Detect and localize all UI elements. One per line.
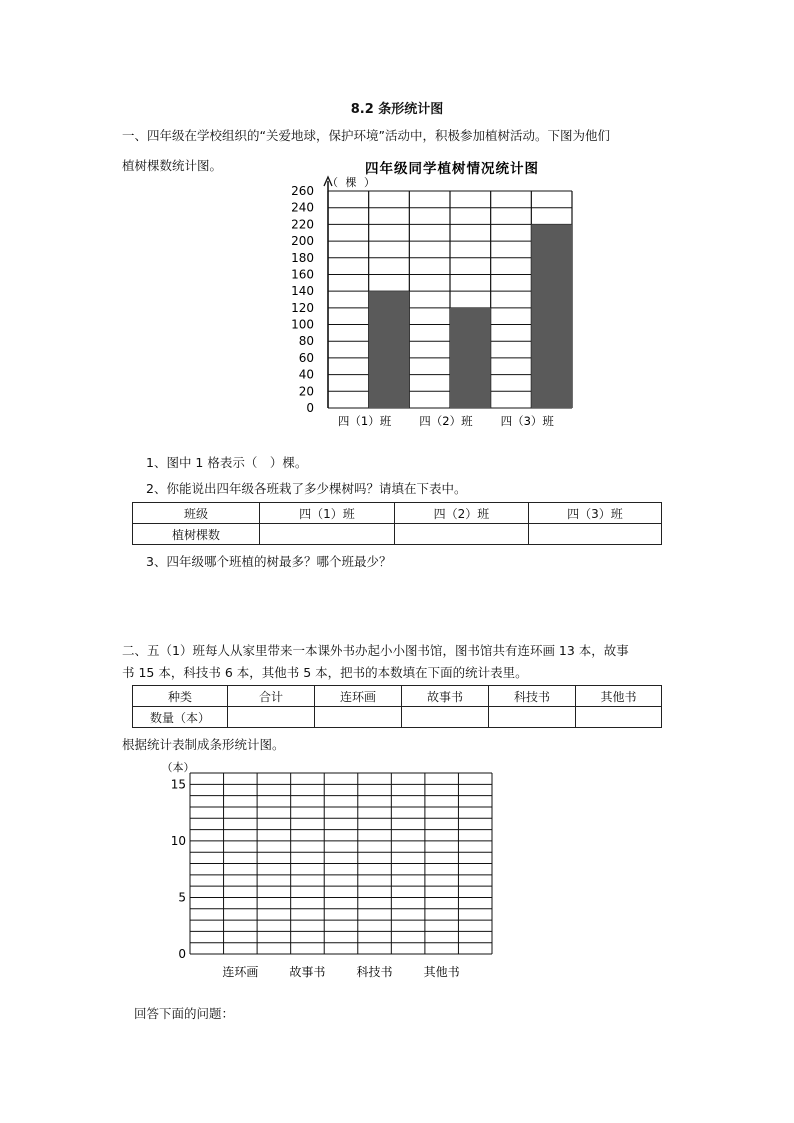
q1-intro-line2: 植树棵数统计图。 bbox=[122, 158, 223, 173]
q1-x-label: 四（1）班 bbox=[337, 414, 392, 428]
q1-y-tick: 100 bbox=[291, 317, 314, 332]
q1-y-tick: 40 bbox=[298, 367, 314, 382]
q1-sub2: 2、你能说出四年级各班栽了多少棵树吗？请填在下表中。 bbox=[146, 481, 467, 496]
q2-intro-line2: 书 15 本，科技书 6 本，其他书 5 本，把书的本数填在下面的统计表里。 bbox=[122, 665, 528, 680]
q1-table-cell: 植树棵数 bbox=[133, 524, 260, 545]
answer-cell[interactable] bbox=[395, 524, 529, 545]
q2-y-tick: 10 bbox=[170, 833, 186, 848]
q2-table-cell: 科技书 bbox=[489, 686, 576, 707]
q1-intro-line1: 一、四年级在学校组织的“关爱地球，保护环境”活动中，积极参加植树活动。下图为他们 bbox=[122, 128, 610, 143]
q1-bar bbox=[531, 224, 572, 408]
q1-table-cell: 四（1）班 bbox=[260, 503, 395, 524]
answer-cell[interactable] bbox=[576, 707, 662, 728]
q2-table-answer-row bbox=[133, 707, 662, 728]
q2-chart-ylabel: （本） bbox=[161, 761, 195, 774]
q1-table bbox=[132, 502, 662, 545]
q2-x-label: 连环画 bbox=[222, 965, 259, 979]
q1-y-tick: 80 bbox=[298, 334, 314, 349]
q2-bar-chart-grid[interactable] bbox=[160, 757, 505, 987]
q1-bar bbox=[369, 291, 410, 408]
q2-table-header-row bbox=[133, 686, 662, 707]
q1-y-tick: 140 bbox=[291, 284, 314, 299]
q2-y-tick: 0 bbox=[178, 947, 186, 961]
q1-y-tick: 240 bbox=[291, 200, 314, 215]
q2-table-cell: 连环画 bbox=[315, 686, 402, 707]
q1-y-tick: 0 bbox=[306, 401, 314, 415]
answer-cell[interactable] bbox=[529, 524, 662, 545]
q2-table-cell: 其他书 bbox=[576, 686, 662, 707]
q2-table-cell: 合计 bbox=[228, 686, 315, 707]
answer-cell[interactable] bbox=[402, 707, 489, 728]
q1-x-label: 四（3）班 bbox=[500, 414, 554, 428]
q2-y-tick: 15 bbox=[170, 777, 186, 792]
q2-table-cell: 故事书 bbox=[402, 686, 489, 707]
answer-cell[interactable] bbox=[315, 707, 402, 728]
q2-answer-prompt: 回答下面的问题： bbox=[134, 1006, 235, 1021]
q1-x-label: 四（2）班 bbox=[419, 414, 473, 428]
q1-bar bbox=[450, 308, 491, 408]
q2-x-label: 科技书 bbox=[356, 965, 393, 979]
q2-x-label: 故事书 bbox=[289, 965, 326, 979]
q1-y-tick: 120 bbox=[291, 300, 314, 315]
q1-table-answer-row bbox=[133, 524, 662, 545]
q2-table-cell: 数量（本） bbox=[133, 707, 228, 728]
q1-table-cell: 四（3）班 bbox=[529, 503, 662, 524]
q1-chart-ylabel: （ 棵 ） bbox=[327, 176, 377, 189]
q1-sub1: 1、图中 1 格表示（ ）棵。 bbox=[146, 455, 308, 470]
answer-cell[interactable] bbox=[260, 524, 395, 545]
q2-table bbox=[132, 685, 662, 728]
q1-bar-chart bbox=[270, 155, 600, 435]
q1-table-header-row bbox=[133, 503, 662, 524]
page-title: 8.2 条形统计图 bbox=[350, 102, 444, 117]
q1-y-tick: 220 bbox=[291, 217, 314, 232]
answer-cell[interactable] bbox=[228, 707, 315, 728]
answer-cell[interactable] bbox=[489, 707, 576, 728]
q1-y-tick: 160 bbox=[291, 267, 314, 282]
q1-chart-title: 四年级同学植树情况统计图 bbox=[365, 161, 539, 177]
q2-y-tick: 5 bbox=[178, 890, 186, 905]
q1-table-cell: 班级 bbox=[133, 503, 260, 524]
q1-sub3: 3、四年级哪个班植的树最多？哪个班最少？ bbox=[146, 554, 392, 569]
q1-y-tick: 260 bbox=[291, 184, 314, 198]
q2-intro-line1: 二、五（1）班每人从家里带来一本课外书办起小小图书馆，图书馆共有连环画 13 本，故事 bbox=[122, 643, 629, 658]
q1-y-tick: 200 bbox=[291, 234, 314, 249]
q1-table-cell: 四（2）班 bbox=[395, 503, 529, 524]
q1-y-tick: 180 bbox=[291, 250, 314, 265]
q2-table-cell: 种类 bbox=[133, 686, 228, 707]
q1-y-tick: 60 bbox=[298, 350, 314, 365]
q2-instruction: 根据统计表制成条形统计图。 bbox=[122, 737, 285, 752]
q2-x-label: 其他书 bbox=[423, 965, 460, 979]
q1-y-tick: 20 bbox=[298, 384, 314, 399]
